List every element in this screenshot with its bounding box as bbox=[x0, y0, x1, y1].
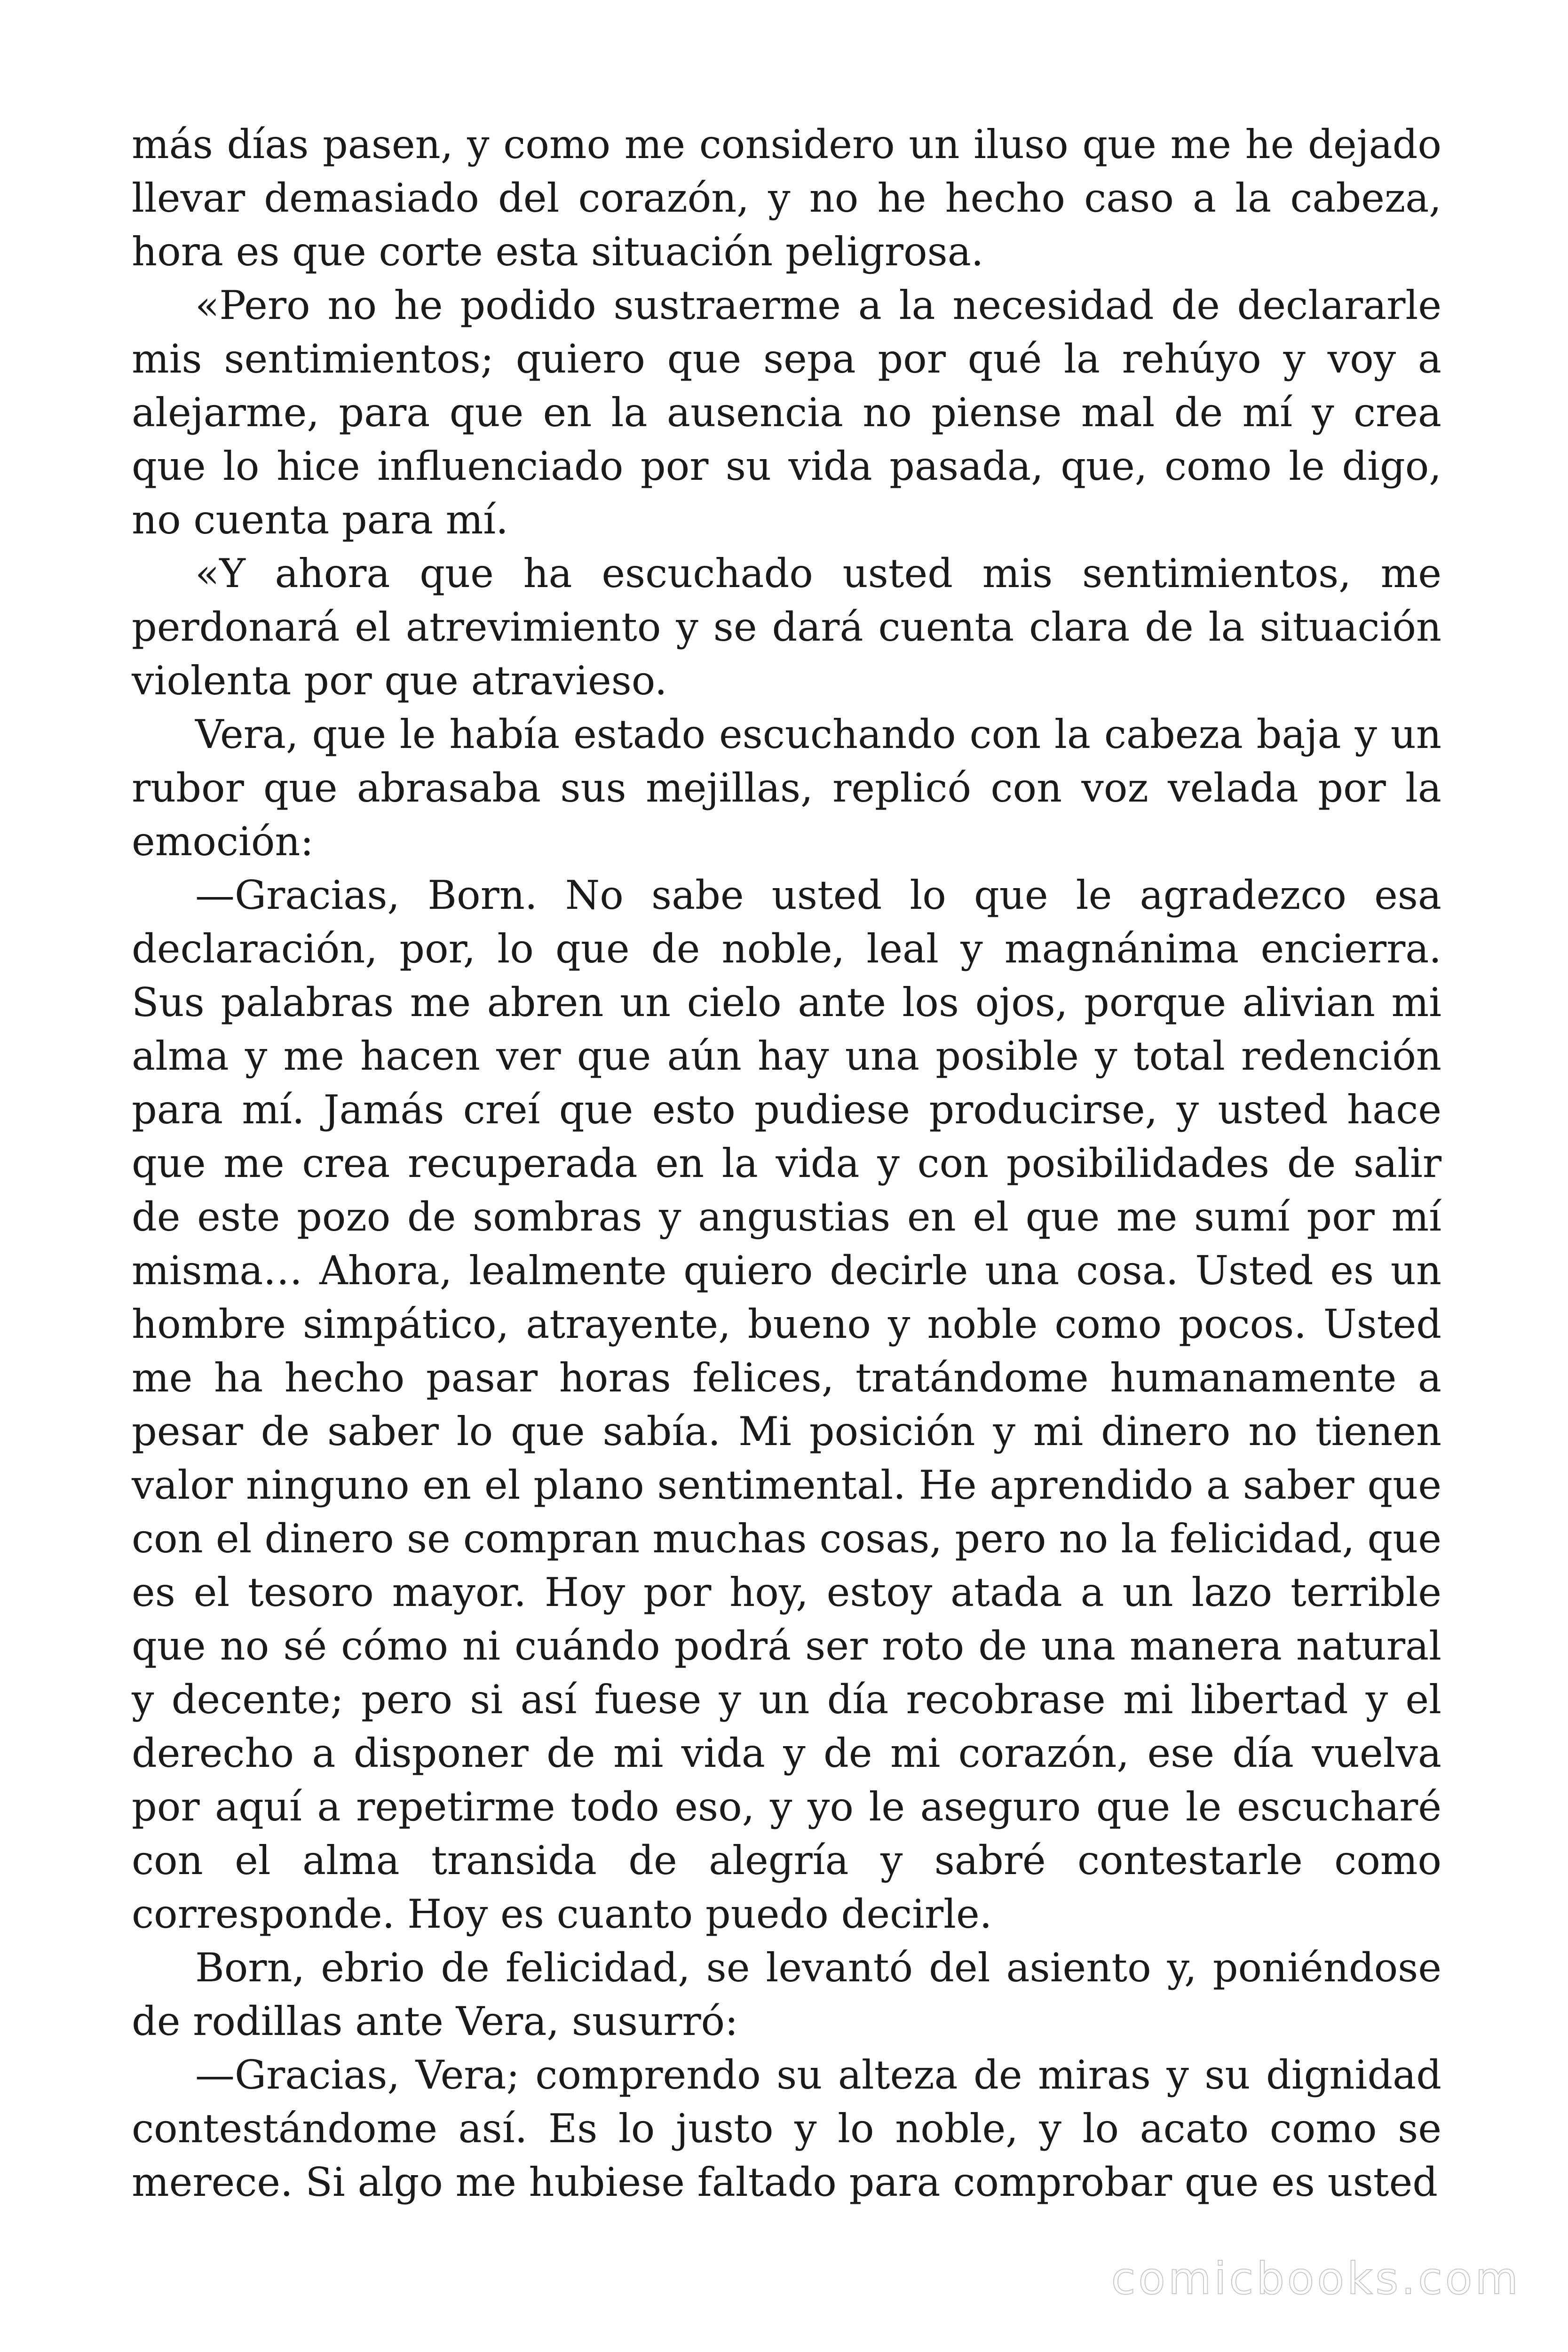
paragraph-continuation: más días pasen, y como me considero un iluso que me he dejado llevar demasiado del corazón, y no he hecho caso a la cabeza, hora es que corte esta situación peligrosa. bbox=[132, 121, 1441, 275]
paragraph-dialogue: —Gracias, Born. No sabe usted lo que le agradezco esa declaración, por, lo que de noble, leal y magnánima encierra. Sus palabras me abren un cielo ante los ojos, porque alivian mi alma y me hacen ver que aún hay una posible y total redención para mí. Jamás creí que esto pudiese producirse, y usted hace que me crea recuperada en la vida y con posibilidades de salir de este pozo de sombras y angustias en el que me sumí por mí misma… Ahora, lealmente quiero decirle una cosa. Usted es un hombre simpático, atrayente, bueno y noble como pocos. Usted me ha hecho pasar horas felices, tratándome humanamente a pesar de saber lo que sabía. Mi posición y mi dinero no tienen valor ninguno en el plano sentimental. He aprendido a saber que con el dinero se compran muchas cosas, pero no la felicidad, que es el tesoro mayor. Hoy por hoy, estoy atada a un lazo terrible que no sé cómo ni cuándo podrá ser roto de una manera natural y decente; pero si así fuese y un día recobrase mi libertad y el derecho a disponer de mi vida y de mi corazón, ese día vuelva por aquí a repetirme todo eso, y yo le aseguro que le escucharé con el alma transida de alegría y sabré contestarle como corresponde. Hoy es cuanto puedo decirle. bbox=[132, 872, 1441, 1937]
watermark-text: comicbooks.com bbox=[1111, 2253, 1521, 2304]
paragraph: «Y ahora que ha escuchado usted mis sentimientos, me perdonará el atrevimiento y se dará cuenta clara de la situación violenta por que atravieso. bbox=[132, 550, 1441, 704]
paragraph: Vera, que le había estado escuchando con la cabeza baja y un rubor que abrasaba sus mejillas, replicó con voz velada por la emoción: bbox=[132, 711, 1441, 865]
paragraph: «Pero no he podido sustraerme a la necesidad de declararle mis sentimientos; quiero que sepa por qué la rehúyo y voy a alejarme, para que en la ausencia no piense mal de mí y crea que lo hice influenciado por su vida pasada, que, como le digo, no cuenta para mí. bbox=[132, 282, 1441, 543]
paragraph-dialogue: —Gracias, Vera; comprendo su alteza de miras y su dignidad contestándome así. Es lo justo y lo noble, y lo acato como se merece. Si algo me hubiese faltado para comprobar que es usted bbox=[132, 2052, 1441, 2205]
book-page-text bbox=[132, 118, 1441, 2209]
paragraph: Born, ebrio de felicidad, se levantó del asiento y, poniéndose de rodillas ante Vera, susurró: bbox=[132, 1945, 1441, 2044]
